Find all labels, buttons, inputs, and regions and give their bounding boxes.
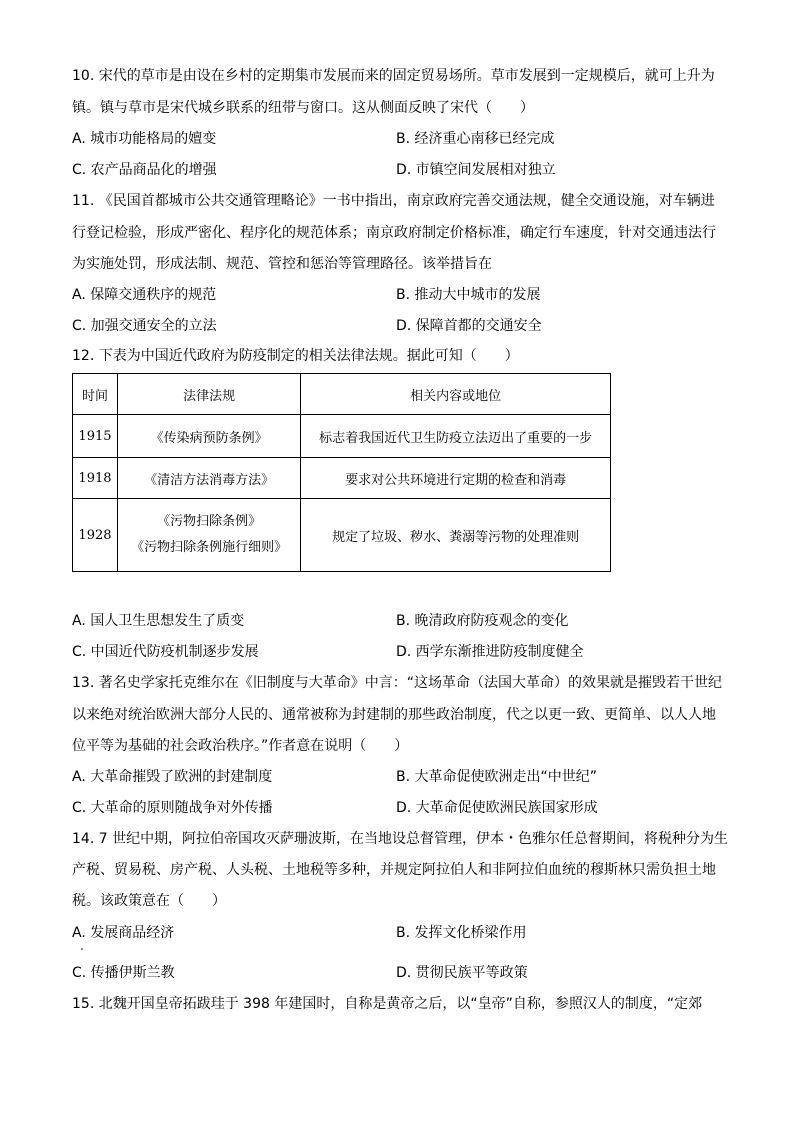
table-header-laws: 法律法规 xyxy=(117,374,300,415)
question-12-option-d: D. 西学东渐推进防疫制度健全 xyxy=(396,644,584,660)
table-cell-law: 《污物扫除条例》 xyxy=(157,514,262,529)
question-13-stem-line-3: 位平等为基础的社会政治秩序。”作者意在说明（ ） xyxy=(72,738,409,754)
question-10-option-d: D. 市镇空间发展相对独立 xyxy=(396,162,556,178)
question-13-stem-line-2: 以来绝对统治欧洲大部分人民的、通常被称为封建制的那些政治制度，代之以更一致、更简单、以人人地 xyxy=(72,707,716,723)
table-header-row xyxy=(73,374,611,415)
table-cell-law: 《清洁方法消毒方法》 xyxy=(117,458,300,499)
question-10-stem-line-2: 镇。镇与草市是宋代城乡联系的纽带与窗口。这从侧面反映了宋代（ ） xyxy=(72,100,534,116)
table-cell-year: 1918 xyxy=(73,458,118,499)
question-14-option-c: C. 传播伊斯兰教 xyxy=(72,965,175,981)
question-13-stem-line-1: 13. 著名史学家托克维尔在《旧制度与大革命》中言：“这场革命（法国大革命）的效果就是摧毁若干世纪 xyxy=(72,675,722,691)
question-12-option-b: B. 晚清政府防疫观念的变化 xyxy=(396,613,569,629)
table-row xyxy=(73,415,611,458)
question-10-option-a: A. 城市功能格局的嬗变 xyxy=(72,131,217,147)
table-header-time: 时间 xyxy=(73,374,118,415)
question-10-option-c: C. 农产品商品化的增强 xyxy=(72,162,217,178)
question-14-stem-line-3: 税。该政策意在（ ） xyxy=(72,893,226,909)
table-row xyxy=(73,499,611,572)
question-11-option-d: D. 保障首都的交通安全 xyxy=(396,318,542,334)
question-11-stem-line-3: 为实施处罚，形成法制、规范、管控和惩治等管理路径。该举措旨在 xyxy=(72,256,492,272)
question-14-option-b: B. 发挥文化桥梁作用 xyxy=(396,925,527,941)
question-14-stem-line-2: 产税、贸易税、房产税、人头税、土地税等多种，并规定阿拉伯人和非阿拉伯血统的穆斯林只需负担土地 xyxy=(72,862,716,878)
question-12-option-c: C. 中国近代防疫机制逐步发展 xyxy=(72,644,259,660)
question-10-option-b: B. 经济重心南移已经完成 xyxy=(396,131,555,147)
table-cell-laws xyxy=(117,499,300,572)
question-11-option-c: C. 加强交通安全的立法 xyxy=(72,318,217,334)
stray-dot-mark xyxy=(81,948,83,950)
table-row xyxy=(73,458,611,499)
question-13-option-a: A. 大革命摧毁了欧洲的封建制度 xyxy=(72,769,273,785)
question-13-option-c: C. 大革命的原则随战争对外传播 xyxy=(72,800,273,816)
question-13-option-d: D. 大革命促使欧洲民族国家形成 xyxy=(396,800,598,816)
table-cell-content: 标志着我国近代卫生防疫立法迈出了重要的一步 xyxy=(301,415,611,458)
question-13-option-b: B. 大革命促使欧洲走出“中世纪” xyxy=(396,769,598,785)
question-14-stem-line-1: 14. 7 世纪中期，阿拉伯帝国攻灭萨珊波斯，在当地设总督管理，伊本・色雅尔任总督期间，将税种分为生 xyxy=(72,831,729,847)
question-11-option-b: B. 推动大中城市的发展 xyxy=(396,287,541,303)
question-11-option-a: A. 保障交通秩序的规范 xyxy=(72,287,217,303)
table-cell-content: 规定了垃圾、秽水、粪溺等污物的处理准则 xyxy=(301,499,611,572)
question-14-option-a: A. 发展商品经济 xyxy=(72,925,175,941)
table-cell-content: 要求对公共环境进行定期的检查和消毒 xyxy=(301,458,611,499)
table-cell-year: 1928 xyxy=(73,499,118,572)
question-11-stem-line-1: 11. 《民国首都城市公共交通管理略论》一书中指出，南京政府完善交通法规，健全交通设施，对车辆进 xyxy=(72,193,715,209)
question-12-stem-line-1: 12. 下表为中国近代政府为防疫制定的相关法律法规。据此可知（ ） xyxy=(72,348,519,364)
table-cell-year: 1915 xyxy=(73,415,118,458)
table-header-content: 相关内容或地位 xyxy=(301,374,611,415)
question-10-stem-line-1: 10. 宋代的草市是由设在乡村的定期集市发展而来的固定贸易场所。草市发展到一定规模后，就可上升为 xyxy=(72,68,715,84)
table-cell-law: 《污物扫除条例施行细则》 xyxy=(131,540,288,555)
epidemic-law-table xyxy=(72,373,611,572)
question-14-option-d: D. 贯彻民族平等政策 xyxy=(396,965,528,981)
question-12-option-a: A. 国人卫生思想发生了质变 xyxy=(72,613,245,629)
question-11-stem-line-2: 行登记检验，形成严密化、程序化的规范体系；南京政府制定价格标准，确定行车速度，针对交通违法行 xyxy=(72,225,716,241)
question-15-stem-line-1: 15. 北魏开国皇帝拓跋珪于 398 年建国时，自称是黄帝之后，以“皇帝”自称，参照汉人的制度，“定郊 xyxy=(72,996,703,1012)
table-cell-law: 《传染病预防条例》 xyxy=(117,415,300,458)
